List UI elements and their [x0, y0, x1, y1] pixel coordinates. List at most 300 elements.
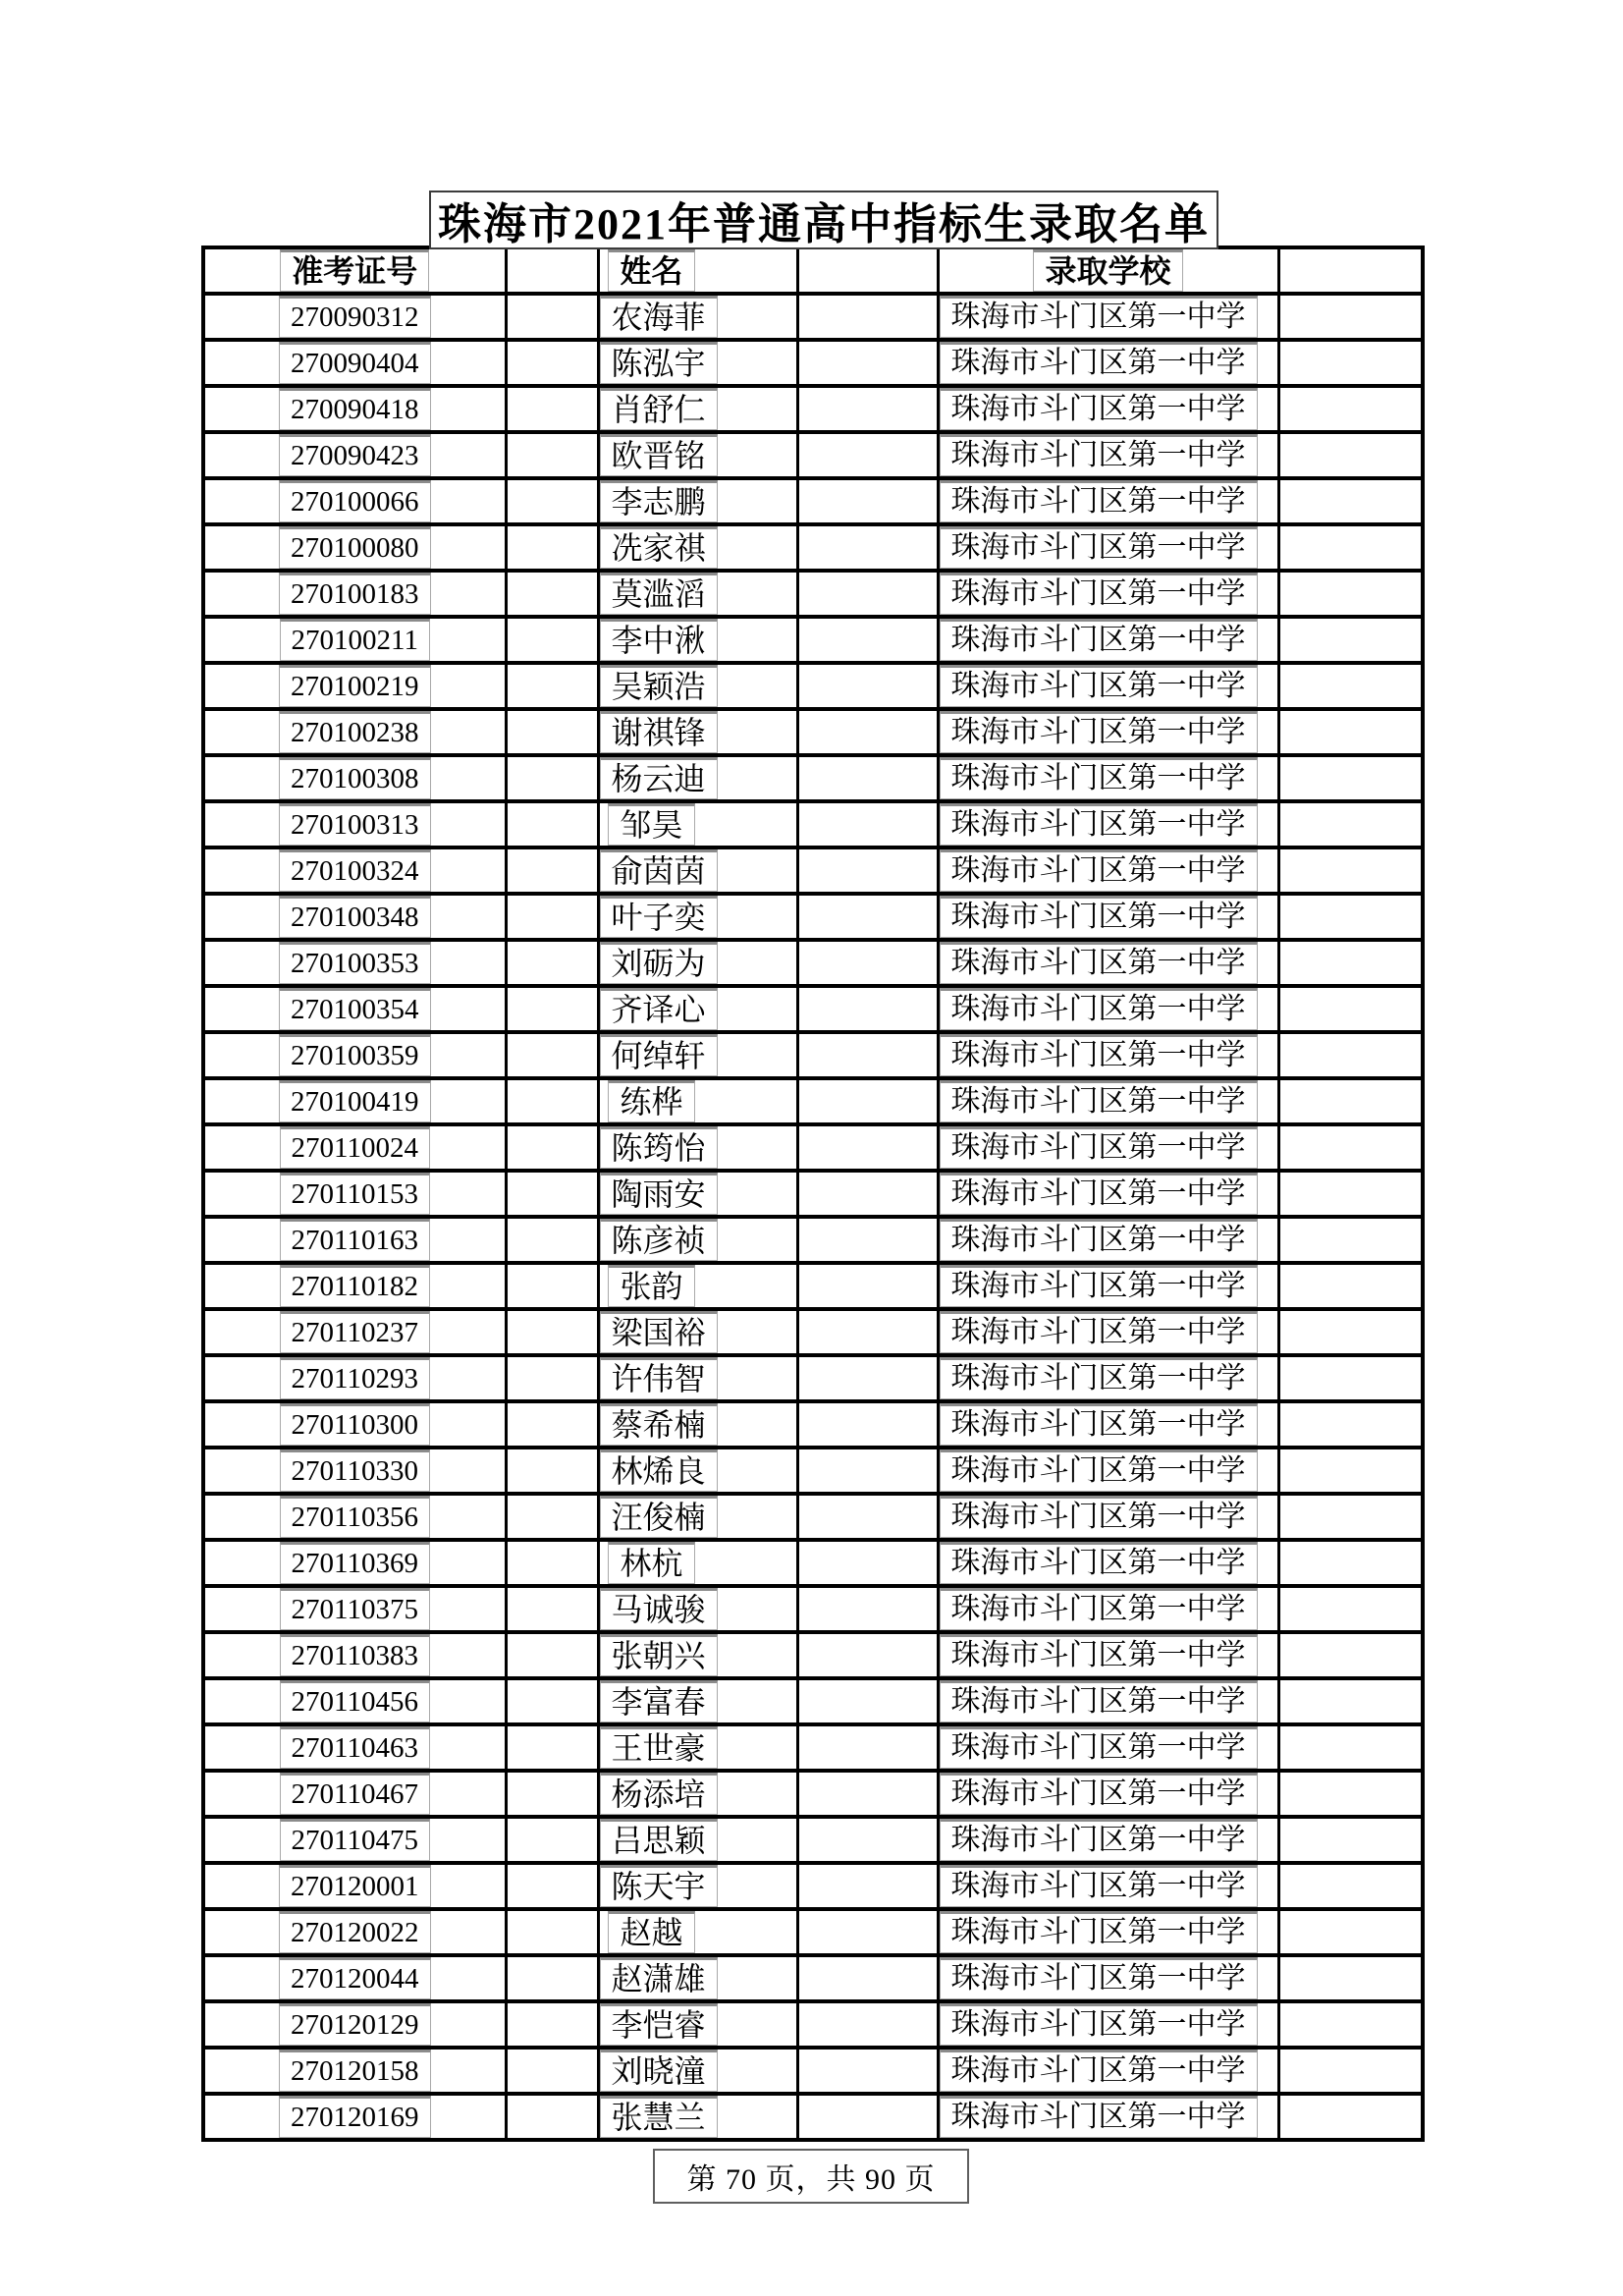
cell-name — [598, 755, 797, 801]
school-value: 珠海市斗门区第一中学 — [940, 1449, 1258, 1492]
name-area — [600, 988, 704, 1030]
name-area — [600, 2003, 704, 2046]
table-row — [203, 1448, 1423, 1494]
cell-exam-no — [203, 2048, 506, 2094]
name-value: 俞茵茵 — [600, 849, 718, 892]
exam-no-value: 270110356 — [280, 1496, 430, 1538]
name-area — [600, 942, 704, 984]
cell-name — [598, 294, 797, 340]
cell-spacer-2 — [797, 894, 938, 940]
cell-exam-no — [203, 1678, 506, 1724]
cell-name — [598, 617, 797, 663]
cell-name — [598, 894, 797, 940]
name-value: 吕思颖 — [600, 1819, 718, 1861]
cell-exam-no — [203, 1078, 506, 1124]
cell-spacer-2 — [797, 1678, 938, 1724]
cell-name — [598, 940, 797, 986]
cell-exam-no — [203, 294, 506, 340]
name-value: 杨云迪 — [600, 757, 718, 799]
name-value: 肖舒仁 — [600, 388, 718, 430]
header-name-label: 姓名 — [608, 249, 694, 292]
cell-spacer-1 — [506, 1217, 598, 1263]
cell-exam-no — [203, 847, 506, 894]
cell-exam-no — [203, 2001, 506, 2048]
admission-table — [201, 246, 1425, 2142]
cell-spacer-2 — [797, 1124, 938, 1171]
exam-no-value: 270120169 — [279, 2096, 431, 2138]
page-footer: 第 70 页，共 90 页 — [653, 2149, 969, 2204]
table-row — [203, 1771, 1423, 1817]
school-value: 珠海市斗门区第一中学 — [940, 573, 1258, 615]
name-value: 李恺睿 — [600, 2003, 718, 2046]
cell-exam-no — [203, 1032, 506, 1078]
name-value: 林杭 — [608, 1542, 694, 1584]
school-value: 珠海市斗门区第一中学 — [940, 1126, 1258, 1169]
school-value: 珠海市斗门区第一中学 — [940, 942, 1258, 984]
cell-name — [598, 1771, 797, 1817]
exam-no-value: 270100313 — [279, 803, 431, 846]
cell-spacer-1 — [506, 2001, 598, 2048]
school-value: 珠海市斗门区第一中学 — [940, 665, 1258, 707]
table-header-row — [203, 247, 1423, 294]
name-area — [600, 2050, 704, 2092]
cell-spacer-2 — [797, 1955, 938, 2001]
name-area — [600, 1311, 704, 1353]
cell-spacer-1 — [506, 1078, 598, 1124]
cell-school — [938, 478, 1278, 524]
name-value: 赵越 — [608, 1911, 694, 1953]
cell-school — [938, 1124, 1278, 1171]
name-value: 杨添培 — [600, 1773, 718, 1815]
name-area — [600, 1634, 704, 1676]
cell-exam-no — [203, 1771, 506, 1817]
cell-name — [598, 571, 797, 617]
cell-spacer-1 — [506, 340, 598, 386]
cell-name — [598, 1355, 797, 1401]
school-value: 珠海市斗门区第一中学 — [940, 619, 1258, 661]
exam-no-value: 270110456 — [280, 1680, 430, 1722]
cell-school — [938, 1032, 1278, 1078]
cell-spacer-2 — [797, 386, 938, 432]
cell-spacer-1 — [506, 2048, 598, 2094]
cell-name — [598, 1032, 797, 1078]
cell-spacer-1 — [506, 940, 598, 986]
name-value: 赵潇雄 — [600, 1957, 718, 1999]
name-area — [600, 1219, 704, 1261]
table-row — [203, 1494, 1423, 1540]
table-row — [203, 755, 1423, 801]
cell-spacer-1 — [506, 294, 598, 340]
cell-name — [598, 1724, 797, 1771]
cell-spacer-3 — [1278, 617, 1423, 663]
cell-spacer-1 — [506, 1124, 598, 1171]
cell-spacer-3 — [1278, 2048, 1423, 2094]
cell-school — [938, 1771, 1278, 1817]
cell-exam-no — [203, 709, 506, 755]
name-value: 马诚骏 — [600, 1588, 718, 1630]
cell-spacer-3 — [1278, 1309, 1423, 1355]
exam-no-value: 270110467 — [280, 1773, 430, 1815]
name-area — [600, 2096, 704, 2138]
cell-name — [598, 2001, 797, 2048]
cell-spacer-3 — [1278, 386, 1423, 432]
name-value: 欧晋铭 — [600, 434, 718, 476]
exam-no-value: 270100419 — [279, 1080, 431, 1122]
school-value: 珠海市斗门区第一中学 — [940, 1865, 1258, 1907]
cell-spacer-2 — [797, 340, 938, 386]
school-value: 珠海市斗门区第一中学 — [940, 1957, 1258, 1999]
name-area — [600, 1911, 704, 1953]
cell-exam-no — [203, 432, 506, 478]
name-area — [600, 849, 704, 892]
exam-no-value: 270100080 — [279, 526, 431, 569]
exam-no-value: 270100219 — [279, 665, 431, 707]
table-row — [203, 940, 1423, 986]
table-row — [203, 1863, 1423, 1909]
cell-name — [598, 1540, 797, 1586]
cell-spacer-2 — [797, 1401, 938, 1448]
cell-spacer-1 — [506, 801, 598, 847]
table-row — [203, 1632, 1423, 1678]
table-row — [203, 1724, 1423, 1771]
name-area — [600, 1080, 704, 1122]
table-row — [203, 478, 1423, 524]
header-spacer-1 — [506, 247, 598, 294]
exam-no-value: 270110024 — [280, 1126, 430, 1169]
cell-name — [598, 1124, 797, 1171]
school-value: 珠海市斗门区第一中学 — [940, 1219, 1258, 1261]
cell-school — [938, 524, 1278, 571]
cell-spacer-2 — [797, 294, 938, 340]
exam-no-value: 270100348 — [279, 896, 431, 938]
name-area — [600, 1957, 704, 1999]
cell-name — [598, 1632, 797, 1678]
cell-name — [598, 478, 797, 524]
cell-spacer-1 — [506, 1263, 598, 1309]
table-row — [203, 847, 1423, 894]
cell-exam-no — [203, 1817, 506, 1863]
cell-spacer-2 — [797, 1309, 938, 1355]
cell-school — [938, 940, 1278, 986]
cell-exam-no — [203, 1355, 506, 1401]
cell-spacer-3 — [1278, 1032, 1423, 1078]
cell-name — [598, 847, 797, 894]
exam-no-value: 270110369 — [280, 1542, 430, 1584]
name-area — [600, 1265, 704, 1307]
cell-exam-no — [203, 617, 506, 663]
name-value: 陈天宇 — [600, 1865, 718, 1907]
school-value: 珠海市斗门区第一中学 — [940, 526, 1258, 569]
cell-spacer-1 — [506, 755, 598, 801]
name-value: 张韵 — [608, 1265, 694, 1307]
cell-name — [598, 2094, 797, 2140]
table-row — [203, 2048, 1423, 2094]
school-value: 珠海市斗门区第一中学 — [940, 342, 1258, 384]
cell-spacer-3 — [1278, 2001, 1423, 2048]
cell-school — [938, 432, 1278, 478]
cell-spacer-1 — [506, 1540, 598, 1586]
cell-spacer-1 — [506, 1494, 598, 1540]
cell-school — [938, 1263, 1278, 1309]
name-area — [600, 388, 704, 430]
name-value: 刘晓潼 — [600, 2050, 718, 2092]
cell-school — [938, 1494, 1278, 1540]
table-row — [203, 1909, 1423, 1955]
header-school-label: 录取学校 — [1033, 249, 1182, 292]
header-spacer-2 — [797, 247, 938, 294]
cell-spacer-3 — [1278, 432, 1423, 478]
cell-spacer-2 — [797, 478, 938, 524]
cell-school — [938, 1909, 1278, 1955]
exam-no-value: 270110383 — [280, 1634, 430, 1676]
name-area — [600, 296, 704, 338]
name-value: 练桦 — [608, 1080, 694, 1122]
cell-spacer-2 — [797, 801, 938, 847]
cell-exam-no — [203, 1263, 506, 1309]
school-value: 珠海市斗门区第一中学 — [940, 1634, 1258, 1676]
cell-school — [938, 1309, 1278, 1355]
cell-spacer-2 — [797, 940, 938, 986]
cell-exam-no — [203, 1586, 506, 1632]
cell-spacer-3 — [1278, 1217, 1423, 1263]
cell-spacer-2 — [797, 1771, 938, 1817]
cell-spacer-2 — [797, 1632, 938, 1678]
table-row — [203, 294, 1423, 340]
exam-no-value: 270110237 — [280, 1311, 430, 1353]
cell-exam-no — [203, 386, 506, 432]
cell-name — [598, 1309, 797, 1355]
school-value: 珠海市斗门区第一中学 — [940, 434, 1258, 476]
name-value: 农海菲 — [600, 296, 718, 338]
cell-school — [938, 294, 1278, 340]
table-row — [203, 986, 1423, 1032]
name-area — [600, 480, 704, 522]
cell-spacer-3 — [1278, 1678, 1423, 1724]
name-area — [600, 1819, 704, 1861]
cell-school — [938, 801, 1278, 847]
cell-school — [938, 1401, 1278, 1448]
cell-name — [598, 1955, 797, 2001]
cell-spacer-2 — [797, 1724, 938, 1771]
cell-spacer-3 — [1278, 1817, 1423, 1863]
cell-name — [598, 2048, 797, 2094]
name-area — [600, 1680, 704, 1722]
cell-school — [938, 1217, 1278, 1263]
table-row — [203, 663, 1423, 709]
cell-school — [938, 386, 1278, 432]
table-row — [203, 432, 1423, 478]
school-value: 珠海市斗门区第一中学 — [940, 1496, 1258, 1538]
cell-name — [598, 340, 797, 386]
table-row — [203, 1355, 1423, 1401]
cell-school — [938, 2094, 1278, 2140]
cell-spacer-1 — [506, 1355, 598, 1401]
exam-no-value: 270110475 — [280, 1819, 430, 1861]
cell-spacer-1 — [506, 1678, 598, 1724]
cell-exam-no — [203, 801, 506, 847]
cell-exam-no — [203, 940, 506, 986]
school-value: 珠海市斗门区第一中学 — [940, 988, 1258, 1030]
cell-name — [598, 1217, 797, 1263]
cell-exam-no — [203, 1448, 506, 1494]
cell-name — [598, 1586, 797, 1632]
name-area — [600, 711, 704, 753]
cell-school — [938, 571, 1278, 617]
school-value: 珠海市斗门区第一中学 — [940, 1542, 1258, 1584]
school-value: 珠海市斗门区第一中学 — [940, 1819, 1258, 1861]
table-row — [203, 709, 1423, 755]
cell-exam-no — [203, 1124, 506, 1171]
cell-school — [938, 1955, 1278, 2001]
header-name-area — [600, 249, 704, 292]
cell-spacer-3 — [1278, 1586, 1423, 1632]
school-value: 珠海市斗门区第一中学 — [940, 388, 1258, 430]
cell-name — [598, 709, 797, 755]
cell-name — [598, 386, 797, 432]
exam-no-value: 270110330 — [280, 1449, 430, 1492]
school-value: 珠海市斗门区第一中学 — [940, 2096, 1258, 2138]
cell-spacer-1 — [506, 894, 598, 940]
cell-exam-no — [203, 755, 506, 801]
cell-spacer-1 — [506, 1909, 598, 1955]
cell-spacer-3 — [1278, 478, 1423, 524]
name-value: 王世豪 — [600, 1726, 718, 1769]
name-value: 陶雨安 — [600, 1173, 718, 1215]
school-value: 珠海市斗门区第一中学 — [940, 896, 1258, 938]
cell-school — [938, 1171, 1278, 1217]
school-value: 珠海市斗门区第一中学 — [940, 1173, 1258, 1215]
table-row — [203, 1586, 1423, 1632]
cell-spacer-3 — [1278, 1448, 1423, 1494]
header-cell-name — [598, 247, 797, 294]
name-area — [600, 665, 704, 707]
cell-spacer-2 — [797, 2094, 938, 2140]
cell-school — [938, 709, 1278, 755]
cell-spacer-3 — [1278, 1078, 1423, 1124]
name-area — [600, 434, 704, 476]
school-value: 珠海市斗门区第一中学 — [940, 803, 1258, 846]
name-area — [600, 526, 704, 569]
cell-spacer-3 — [1278, 571, 1423, 617]
school-value: 珠海市斗门区第一中学 — [940, 1034, 1258, 1076]
cell-school — [938, 1724, 1278, 1771]
name-area — [600, 573, 704, 615]
table-row — [203, 2001, 1423, 2048]
school-value: 珠海市斗门区第一中学 — [940, 1773, 1258, 1815]
cell-spacer-2 — [797, 1540, 938, 1586]
cell-name — [598, 1494, 797, 1540]
table-row — [203, 524, 1423, 571]
cell-spacer-1 — [506, 617, 598, 663]
cell-school — [938, 847, 1278, 894]
school-value: 珠海市斗门区第一中学 — [940, 1588, 1258, 1630]
cell-exam-no — [203, 2094, 506, 2140]
exam-no-value: 270120044 — [279, 1957, 431, 1999]
cell-spacer-2 — [797, 1171, 938, 1217]
cell-exam-no — [203, 1217, 506, 1263]
school-value: 珠海市斗门区第一中学 — [940, 1911, 1258, 1953]
cell-name — [598, 432, 797, 478]
school-value: 珠海市斗门区第一中学 — [940, 1080, 1258, 1122]
cell-spacer-1 — [506, 1632, 598, 1678]
cell-spacer-2 — [797, 1355, 938, 1401]
cell-exam-no — [203, 1540, 506, 1586]
cell-spacer-2 — [797, 1586, 938, 1632]
cell-name — [598, 1078, 797, 1124]
cell-school — [938, 1540, 1278, 1586]
cell-spacer-3 — [1278, 1955, 1423, 2001]
cell-spacer-1 — [506, 1863, 598, 1909]
cell-school — [938, 2048, 1278, 2094]
name-value: 邹昊 — [608, 803, 694, 846]
name-value: 吴颖浩 — [600, 665, 718, 707]
name-value: 张朝兴 — [600, 1634, 718, 1676]
cell-exam-no — [203, 1863, 506, 1909]
school-value: 珠海市斗门区第一中学 — [940, 296, 1258, 338]
name-area — [600, 1588, 704, 1630]
cell-spacer-2 — [797, 432, 938, 478]
cell-spacer-2 — [797, 1217, 938, 1263]
cell-spacer-3 — [1278, 894, 1423, 940]
cell-exam-no — [203, 663, 506, 709]
school-value: 珠海市斗门区第一中学 — [940, 757, 1258, 799]
exam-no-value: 270090312 — [279, 296, 431, 338]
name-value: 张慧兰 — [600, 2096, 718, 2138]
cell-spacer-1 — [506, 1724, 598, 1771]
cell-exam-no — [203, 1309, 506, 1355]
cell-spacer-2 — [797, 755, 938, 801]
name-value: 李富春 — [600, 1680, 718, 1722]
cell-spacer-2 — [797, 1032, 938, 1078]
cell-spacer-3 — [1278, 294, 1423, 340]
cell-name — [598, 663, 797, 709]
exam-no-value: 270110153 — [280, 1173, 430, 1215]
name-area — [600, 757, 704, 799]
cell-spacer-1 — [506, 1032, 598, 1078]
name-value: 汪俊楠 — [600, 1496, 718, 1538]
name-area — [600, 1357, 704, 1399]
exam-no-value: 270100354 — [279, 988, 431, 1030]
cell-spacer-3 — [1278, 1263, 1423, 1309]
cell-school — [938, 755, 1278, 801]
table-row — [203, 894, 1423, 940]
cell-spacer-2 — [797, 2048, 938, 2094]
table-row — [203, 1171, 1423, 1217]
cell-spacer-1 — [506, 847, 598, 894]
cell-spacer-3 — [1278, 847, 1423, 894]
cell-spacer-1 — [506, 524, 598, 571]
school-value: 珠海市斗门区第一中学 — [940, 849, 1258, 892]
cell-exam-no — [203, 524, 506, 571]
school-value: 珠海市斗门区第一中学 — [940, 1403, 1258, 1446]
name-value: 陈彦祯 — [600, 1219, 718, 1261]
school-value: 珠海市斗门区第一中学 — [940, 1726, 1258, 1769]
table-row — [203, 1401, 1423, 1448]
cell-spacer-2 — [797, 1909, 938, 1955]
cell-exam-no — [203, 571, 506, 617]
cell-spacer-1 — [506, 1448, 598, 1494]
cell-school — [938, 663, 1278, 709]
cell-name — [598, 1263, 797, 1309]
exam-no-value: 270110375 — [280, 1588, 430, 1630]
cell-spacer-3 — [1278, 1494, 1423, 1540]
name-area — [600, 1496, 704, 1538]
school-value: 珠海市斗门区第一中学 — [940, 1680, 1258, 1722]
school-value: 珠海市斗门区第一中学 — [940, 2050, 1258, 2092]
cell-spacer-1 — [506, 478, 598, 524]
name-area — [600, 1542, 704, 1584]
exam-no-value: 270110293 — [280, 1357, 430, 1399]
